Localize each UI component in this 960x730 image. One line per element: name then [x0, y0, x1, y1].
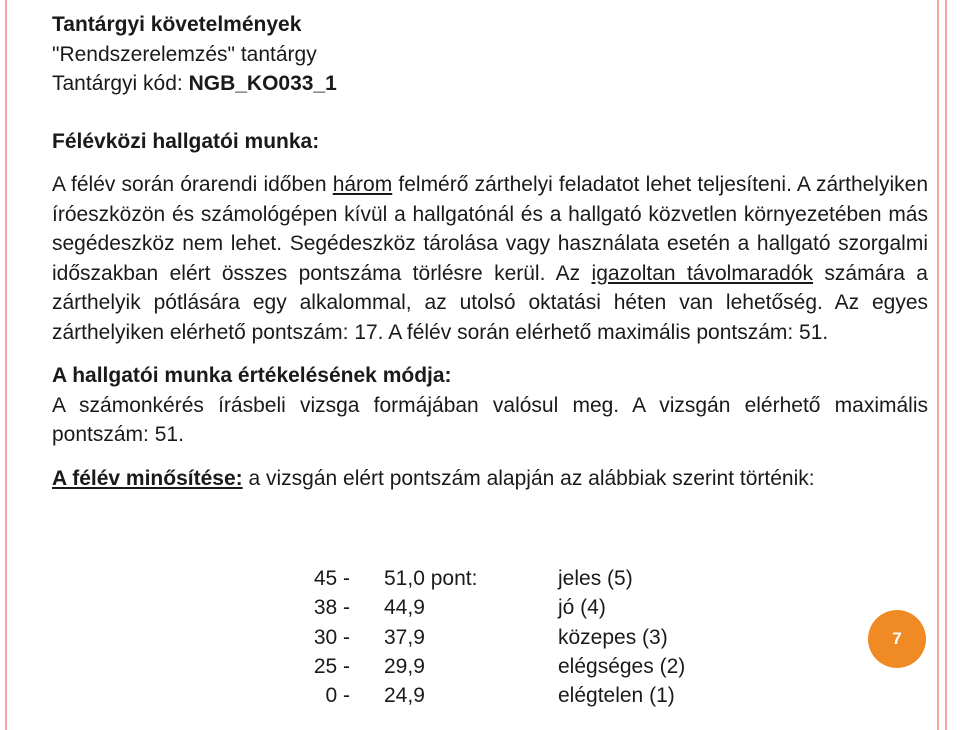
slide-content — [52, 10, 928, 493]
section-heading-semester-work: Félévközi hallgatói munka: — [52, 129, 320, 153]
page-number-badge: 7 — [868, 610, 926, 668]
subject-code-line — [52, 69, 928, 99]
section-heading-grading: A félév minősítése: — [52, 466, 243, 490]
subject-name: "Rendszerelemzés" tantárgy — [52, 42, 317, 66]
frame-line-left — [5, 0, 7, 730]
section-heading-evaluation: A hallgatói munka értékelésének módja: — [52, 364, 452, 387]
grading-paragraph: A félév minősítése: a vizsgán elért pontszám alapján az alábbiak szerint történik: — [52, 466, 815, 490]
subject-code-label: Tantárgyi kód: — [52, 72, 189, 95]
semester-work-paragraph: A félév során órarendi időben három felmérő zárthelyi feladatot lehet teljesíteni. A zárthelyiken íróeszközön és számológépen kívül a hallgatónál és a hallgató közvetlen környezetében más segédeszköz nem lehet. Segédeszköz tárolása vagy használata esetén a hallgató szorgalmi időszakban elért összes pontszáma törlésre kerül. Az igazoltan távolmaradók számára a zárthelyik pótlására egy alkalommal, az utolsó oktatási héten van lehetőség. Az egyes zárthelyiken elérhető pontszám: 17. A félév során elérhető maximális pontszám: 51. — [52, 173, 928, 344]
underlined-excused-absentees: igazoltan távolmaradók — [591, 261, 814, 285]
page-title: Tantárgyi követelmények — [52, 13, 302, 36]
evaluation-paragraph: A számonkérés írásbeli vizsga formájában valósul meg. A vizsgán elérhető maximális pontszám: 51. — [52, 393, 928, 446]
underlined-three: három — [332, 173, 393, 196]
frame-line-right-inner — [937, 0, 939, 730]
subject-code-value: NGB_KO033_1 — [188, 72, 337, 95]
frame-line-right-outer — [945, 0, 947, 730]
